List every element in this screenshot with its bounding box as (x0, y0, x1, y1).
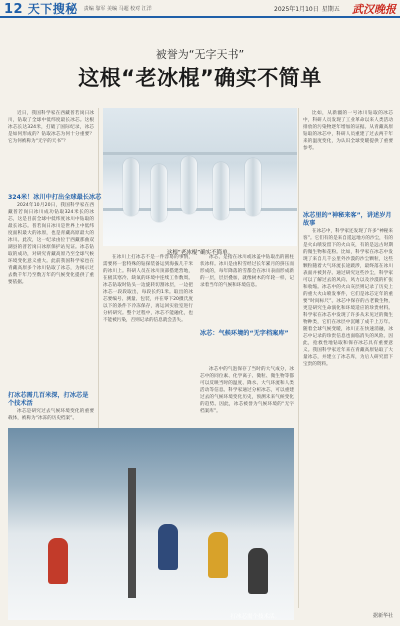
drilling-team-photo (8, 428, 294, 620)
ice-core (151, 164, 167, 222)
ice-core (123, 158, 139, 216)
column-divider (298, 108, 299, 608)
photo-caption-1: 这根“老冰棍”确实不简单。 (166, 250, 234, 256)
researcher-figure (248, 548, 268, 594)
body-column-3 (200, 254, 294, 326)
researcher-figure (48, 538, 68, 584)
lead-paragraph: 近日，我国科学家在西藏普若岗日冰川，钻取了全球中低纬度最长冰芯。这根冰芯长达324米，打破了国际纪录，冰芯是如何形成的？钻取冰芯为何十分重要？它为何被称为“无字的天书”？ (8, 111, 94, 144)
ice-core (245, 158, 261, 216)
paragraph: 2024年10月20日，我国科学家在西藏普若岗日冰川成功钻取324米长的冰芯，这是目前全球中低纬度冰川中钻取的最长冰芯。普若岗日冰川是世界上中低纬度面积最大的冰原，也是青藏高原最大的冰川。此次，这一纪录由位于西藏那曲双湖县的普若岗日冰原保护站见证。冰芯钻取的成功，对研究青藏高原乃至全球气候环境变化意义重大。此前我国科学家也在青藏高原多个冰川钻取了冰芯，为揭示过去数千年乃至数万年的气候变化提供了重要依据。 (8, 203, 94, 285)
body-lead (8, 110, 94, 200)
researcher-figure (208, 532, 228, 578)
researcher-figure (158, 524, 178, 570)
body-column-2 (103, 254, 193, 454)
date-text: 2025年1月10日 (274, 6, 319, 13)
page-number: 12 (4, 1, 24, 17)
body-column-4 (303, 110, 393, 208)
staff-credits: 责编 靠军 美编 马超 校对 江洋 (83, 5, 152, 12)
subhead-3: 冰芯：气候环境的“无字档案库” (200, 330, 289, 337)
article-headline: 这根“老冰棍”确实不简单 (78, 66, 322, 90)
body-column-1 (8, 202, 94, 392)
page-section (4, 0, 78, 17)
section-title: 天下搜秘 (27, 1, 78, 16)
paragraph: 在冰芯中，科学家还发现了许多“神秘来客”。它们有的是来自遥远地方的沙尘，有的是火山喷发留下的火山灰，有的是远古时期的微生物和花粉。比如，科学家在冰芯中发现了来自几千公里外沙漠的沙尘颗粒，这些颗粒随着大气环流长途跋涉，最终落在冰川表面并被封存。通过研究这些沙尘，科学家可以了解过去的风向、风力以及沙漠的扩张和收缩。冰芯中的火山灰层则记录了历史上的重大火山喷发事件，它们是冰芯定年的重要“时间标尺”。冰芯中保存的古老微生物，更是研究生命演化和环境适应的珍贵材料。科学家在冰芯中发现了许多从未见过的微生物种类，它们在冰层中沉睡了成千上万年。随着全球气候变暖，冰川正在快速消融，冰芯中记录的珍贵信息也面临消失的风险。因此，抢救性地钻取和保存冰芯具有重要意义。我国科学家近年来在青藏高原钻取了大量冰芯，并建立了冰芯库，为后人研究留下宝贵的资料。 (303, 229, 393, 367)
paragraph: 在冰川上打冰芯不是一件容易的事情，需要将一套特殊的钻探装备运到海拔几千米的冰川上。科研人员在冰川顶部搭建营地，在极其寒冷、缺氧的环境中连续工作数周。冰芯钻取时钻头一边旋转切割冰层，一边把冰芯一段段取出，每段长约1米。取出的冰芯要编号、测量、包装，并在零下20摄氏度以下的条件下冷冻保存，再运回实验室进行分析研究。整个过程中，冰芯不能融化，也不能被污染，否则记录的信息就会丢失。 (103, 255, 193, 323)
paragraph: 冰芯中的气泡保存了当时的大气成分，冰芯中的同位素、化学离子、微粒、微生物等都可以反映当时的温度、降水、大气环流和人类活动等信息。科学家通过分析冰芯，可以重建过去的气候环境变化历史，预测未来气候变化的趋势。因此，冰芯被誉为气候环境的“无字档案库”。 (200, 367, 294, 414)
page-header (0, 0, 400, 18)
ice-core (181, 156, 197, 214)
weekday-text: 星期五 (321, 6, 340, 13)
subhead-4: 冰芯里的“神秘来客”，讲述岁月故事 (303, 212, 392, 227)
ice-core (213, 162, 229, 220)
drill-rig (128, 468, 136, 598)
paragraph: 比如，从新疆的一号冰川钻取的冰芯中，科研人员发现了工业革命以来人类活动排放的污染物逐年增加的证据。从青藏高原钻取的冰芯中，科研人员重建了过去两千年来的温度变化，为认识全球变暖提供了重要参考。 (303, 111, 393, 151)
article-kicker: 被誉为“无字天书” (155, 48, 245, 61)
body-column-1b (8, 408, 94, 428)
paragraph: 冰芯是研究过去气候环境变化的重要载体，被称为“冰冻的历史档案”。 (8, 409, 94, 421)
newspaper-logo: 武汉晚报 (352, 3, 396, 16)
photo-caption-2: 打冰芯需个技术活。 (230, 614, 280, 620)
body-column-4b (303, 228, 393, 608)
paragraph: 冰芯，是指在冰川或冰盖中钻取出的圆柱状冰样。冰川是由积雪经过长年累月的挤压而形成的，每年降落的雪都会在冰川表面形成新的一层，层层叠加，就像树木的年轮一样，记录着当年的气候和环境信息。 (200, 255, 294, 288)
source-credit: 据新华社 (372, 613, 393, 619)
rack-shelf (103, 152, 297, 155)
issue-date (274, 4, 340, 13)
ice-core-photo (103, 108, 297, 246)
subhead-1: 324米！冰川中打出全球最长冰芯 (8, 194, 102, 201)
subhead-2: 打冰芯需几百米深，打冰芯是个技术活 (8, 392, 89, 407)
